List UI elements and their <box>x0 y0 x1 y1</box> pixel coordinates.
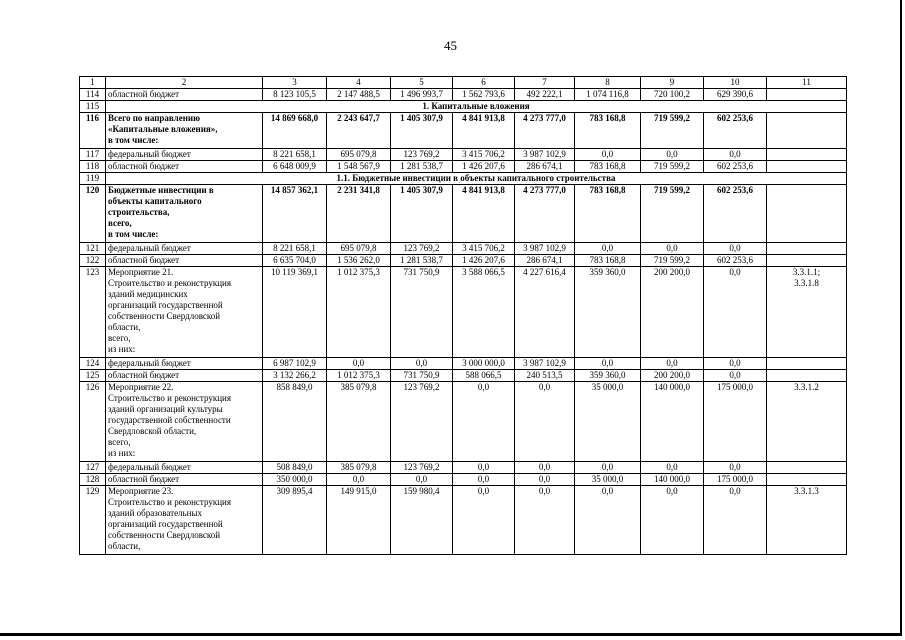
amount-cell: 0,0 <box>575 358 641 370</box>
row-name <box>106 255 263 267</box>
amount-cell: 1 012 375,3 <box>327 267 391 358</box>
amount-cell: 3 415 706,2 <box>453 149 515 161</box>
amount-cell: 10 119 369,1 <box>263 267 327 358</box>
amount-cell: 8 221 658,1 <box>263 243 327 255</box>
row-name-line: Всего по направлению <box>108 113 200 123</box>
amount-cell: 0,0 <box>575 243 641 255</box>
amount-cell: 4 841 913,8 <box>453 113 515 149</box>
amount-cell: 1 548 567,9 <box>327 161 391 173</box>
column-number-header: 5 <box>391 77 453 89</box>
row-name-line: федеральный бюджет <box>108 462 191 472</box>
row-number: 114 <box>80 89 106 101</box>
amount-cell: 0,0 <box>515 462 575 474</box>
row-name-line: областной бюджет <box>108 255 180 265</box>
table-row <box>80 382 847 462</box>
column-number-header: 4 <box>327 77 391 89</box>
amount-cell: 123 769,2 <box>391 243 453 255</box>
amount-cell: 1 405 307,9 <box>391 113 453 149</box>
amount-cell: 200 200,0 <box>641 370 704 382</box>
row-name-line: Мероприятие 21. <box>108 267 174 277</box>
amount-cell: 0,0 <box>453 462 515 474</box>
amount-cell: 350 000,0 <box>263 474 327 486</box>
amount-cell: 2 243 647,7 <box>327 113 391 149</box>
table-row <box>80 161 847 173</box>
row-name <box>106 382 263 462</box>
column-number-header: 7 <box>515 77 575 89</box>
amount-cell: 0,0 <box>575 462 641 474</box>
row-name-line: области, <box>108 322 141 332</box>
row-number: 120 <box>80 185 106 243</box>
row-name <box>106 358 263 370</box>
amount-cell: 1 012 375,3 <box>327 370 391 382</box>
row-name-line: Строительство и реконструкция <box>108 497 231 507</box>
row-name-line: организаций государственной <box>108 300 223 310</box>
amount-cell: 240 513,5 <box>515 370 575 382</box>
amount-cell: 783 168,8 <box>575 161 641 173</box>
row-name-line: всего, <box>108 437 131 447</box>
amount-cell: 0,0 <box>704 243 767 255</box>
amount-cell: 359 360,0 <box>575 370 641 382</box>
amount-cell: 508 849,0 <box>263 462 327 474</box>
amount-cell: 3 987 102,9 <box>515 358 575 370</box>
amount-cell: 602 253,6 <box>704 185 767 243</box>
row-name-line: федеральный бюджет <box>108 243 191 253</box>
row-name-line: Мероприятие 22. <box>108 382 174 392</box>
amount-cell: 1 281 538,7 <box>391 255 453 267</box>
row-name-line: организаций государственной <box>108 519 223 529</box>
amount-cell: 2 147 488,5 <box>327 89 391 101</box>
row-name-line: зданий медицинских <box>108 289 188 299</box>
table-row <box>80 486 847 555</box>
target-code-line: 3.3.1.2 <box>794 382 819 392</box>
table-row <box>80 474 847 486</box>
row-name-line: Строительство и реконструкция <box>108 393 231 403</box>
row-number: 128 <box>80 474 106 486</box>
target-code <box>767 267 847 358</box>
amount-cell: 0,0 <box>641 486 704 555</box>
amount-cell: 1 426 207,6 <box>453 161 515 173</box>
row-name <box>106 462 263 474</box>
row-name <box>106 185 263 243</box>
amount-cell: 3 588 066,5 <box>453 267 515 358</box>
amount-cell: 858 849,0 <box>263 382 327 462</box>
amount-cell: 731 750,9 <box>391 267 453 358</box>
amount-cell: 0,0 <box>641 462 704 474</box>
row-name-line: из них: <box>108 448 136 458</box>
target-code <box>767 462 847 474</box>
row-number: 115 <box>80 101 106 113</box>
amount-cell: 200 200,0 <box>641 267 704 358</box>
target-code <box>767 243 847 255</box>
amount-cell: 0,0 <box>641 149 704 161</box>
amount-cell: 0,0 <box>704 486 767 555</box>
amount-cell: 286 674,1 <box>515 255 575 267</box>
row-number: 125 <box>80 370 106 382</box>
amount-cell: 6 987 102,9 <box>263 358 327 370</box>
amount-cell: 1 074 116,8 <box>575 89 641 101</box>
amount-cell: 0,0 <box>704 267 767 358</box>
row-name <box>106 486 263 555</box>
row-name <box>106 161 263 173</box>
table-row <box>80 267 847 358</box>
amount-cell: 140 000,0 <box>641 474 704 486</box>
amount-cell: 1 496 993,7 <box>391 89 453 101</box>
target-code <box>767 185 847 243</box>
table-row <box>80 255 847 267</box>
table-row <box>80 101 847 113</box>
amount-cell: 731 750,9 <box>391 370 453 382</box>
target-code <box>767 149 847 161</box>
amount-cell: 2 231 341,8 <box>327 185 391 243</box>
table-row <box>80 89 847 101</box>
page-number: 45 <box>444 38 457 53</box>
row-number: 123 <box>80 267 106 358</box>
row-name <box>106 243 263 255</box>
row-name <box>106 149 263 161</box>
amount-cell: 1 536 262,0 <box>327 255 391 267</box>
table-row <box>80 185 847 243</box>
amount-cell: 3 987 102,9 <box>515 243 575 255</box>
row-name-line: всего, <box>108 333 131 343</box>
column-number-header: 11 <box>767 77 847 89</box>
row-name-line: Бюджетные инвестиции в <box>108 185 214 195</box>
row-name-line: областной бюджет <box>108 474 180 484</box>
row-number: 118 <box>80 161 106 173</box>
row-name <box>106 474 263 486</box>
amount-cell: 695 079,8 <box>327 243 391 255</box>
amount-cell: 695 079,8 <box>327 149 391 161</box>
amount-cell: 123 769,2 <box>391 149 453 161</box>
amount-cell: 3 987 102,9 <box>515 149 575 161</box>
amount-cell: 0,0 <box>704 370 767 382</box>
row-name-line: всего, <box>108 218 132 228</box>
row-name-line: областной бюджет <box>108 370 180 380</box>
target-code <box>767 486 847 555</box>
target-code <box>767 382 847 462</box>
amount-cell: 159 980,4 <box>391 486 453 555</box>
amount-cell: 602 253,6 <box>704 113 767 149</box>
row-number: 127 <box>80 462 106 474</box>
target-code <box>767 255 847 267</box>
amount-cell: 123 769,2 <box>391 462 453 474</box>
amount-cell: 0,0 <box>391 358 453 370</box>
amount-cell: 0,0 <box>391 474 453 486</box>
target-code-line: 3.3.1.1; <box>792 267 821 277</box>
row-name-line: собственности Свердловской <box>108 530 221 540</box>
target-code-line: 3.3.1.3 <box>794 486 819 496</box>
amount-cell: 359 360,0 <box>575 267 641 358</box>
row-number: 122 <box>80 255 106 267</box>
row-name-line: объекты капитального <box>108 196 202 206</box>
amount-cell: 123 769,2 <box>391 382 453 462</box>
row-name-line: федеральный бюджет <box>108 149 191 159</box>
column-number-header: 3 <box>263 77 327 89</box>
section-title: 1. Капитальные вложения <box>106 101 847 113</box>
row-name-line: Свердловской области, <box>108 426 197 436</box>
table-row <box>80 113 847 149</box>
target-code <box>767 370 847 382</box>
amount-cell: 3 000 000,0 <box>453 358 515 370</box>
row-name-line: Мероприятие 23. <box>108 486 174 496</box>
amount-cell: 6 635 704,0 <box>263 255 327 267</box>
amount-cell: 0,0 <box>327 474 391 486</box>
table-row <box>80 173 847 185</box>
amount-cell: 720 100,2 <box>641 89 704 101</box>
amount-cell: 385 079,8 <box>327 462 391 474</box>
amount-cell: 783 168,8 <box>575 255 641 267</box>
row-name-line: собственности Свердловской <box>108 311 221 321</box>
amount-cell: 629 390,6 <box>704 89 767 101</box>
row-number: 129 <box>80 486 106 555</box>
amount-cell: 0,0 <box>515 486 575 555</box>
amount-cell: 385 079,8 <box>327 382 391 462</box>
row-name-line: в том числе: <box>108 135 159 145</box>
table-row <box>80 370 847 382</box>
amount-cell: 4 227 616,4 <box>515 267 575 358</box>
row-name-line: в том числе: <box>108 229 159 239</box>
amount-cell: 175 000,0 <box>704 474 767 486</box>
row-name-line: областной бюджет <box>108 161 180 171</box>
amount-cell: 6 648 009,9 <box>263 161 327 173</box>
amount-cell: 719 599,2 <box>641 255 704 267</box>
row-name-line: строительства, <box>108 207 170 217</box>
amount-cell: 4 273 777,0 <box>515 113 575 149</box>
column-number-header: 6 <box>453 77 515 89</box>
amount-cell: 1 562 793,6 <box>453 89 515 101</box>
target-code <box>767 113 847 149</box>
amount-cell: 602 253,6 <box>704 161 767 173</box>
row-number: 116 <box>80 113 106 149</box>
amount-cell: 0,0 <box>641 243 704 255</box>
budget-table <box>79 76 847 555</box>
target-code <box>767 358 847 370</box>
amount-cell: 0,0 <box>453 474 515 486</box>
row-name <box>106 113 263 149</box>
target-code <box>767 89 847 101</box>
amount-cell: 4 841 913,8 <box>453 185 515 243</box>
row-name <box>106 89 263 101</box>
row-name-line: областной бюджет <box>108 89 180 99</box>
column-number-header: 9 <box>641 77 704 89</box>
amount-cell: 0,0 <box>515 474 575 486</box>
amount-cell: 149 915,0 <box>327 486 391 555</box>
amount-cell: 175 000,0 <box>704 382 767 462</box>
amount-cell: 588 066,5 <box>453 370 515 382</box>
amount-cell: 8 123 105,5 <box>263 89 327 101</box>
amount-cell: 14 869 668,0 <box>263 113 327 149</box>
table-header-row <box>80 77 847 89</box>
row-name-line: государственной собственности <box>108 415 231 425</box>
row-number: 117 <box>80 149 106 161</box>
amount-cell: 0,0 <box>327 358 391 370</box>
amount-cell: 140 000,0 <box>641 382 704 462</box>
amount-cell: 3 415 706,2 <box>453 243 515 255</box>
amount-cell: 0,0 <box>575 149 641 161</box>
column-number-header: 2 <box>106 77 263 89</box>
amount-cell: 492 222,1 <box>515 89 575 101</box>
row-name-line: зданий образовательных <box>108 508 203 518</box>
amount-cell: 0,0 <box>704 358 767 370</box>
amount-cell: 8 221 658,1 <box>263 149 327 161</box>
target-code <box>767 161 847 173</box>
row-number: 126 <box>80 382 106 462</box>
amount-cell: 309 895,4 <box>263 486 327 555</box>
amount-cell: 286 674,1 <box>515 161 575 173</box>
column-number-header: 8 <box>575 77 641 89</box>
amount-cell: 1 405 307,9 <box>391 185 453 243</box>
amount-cell: 1 281 538,7 <box>391 161 453 173</box>
column-number-header: 1 <box>80 77 106 89</box>
amount-cell: 3 132 266,2 <box>263 370 327 382</box>
amount-cell: 783 168,8 <box>575 185 641 243</box>
row-name-line: из них: <box>108 344 136 354</box>
amount-cell: 1 426 207,6 <box>453 255 515 267</box>
row-name <box>106 370 263 382</box>
amount-cell: 35 000,0 <box>575 474 641 486</box>
amount-cell: 0,0 <box>641 358 704 370</box>
amount-cell: 0,0 <box>515 382 575 462</box>
amount-cell: 783 168,8 <box>575 113 641 149</box>
amount-cell: 719 599,2 <box>641 185 704 243</box>
section-title: 1.1. Бюджетные инвестиции в объекты капитального строительства <box>106 173 847 185</box>
amount-cell: 719 599,2 <box>641 113 704 149</box>
row-number: 121 <box>80 243 106 255</box>
row-name-line: Строительство и реконструкция <box>108 278 231 288</box>
amount-cell: 602 253,6 <box>704 255 767 267</box>
row-name-line: области, <box>108 541 141 551</box>
amount-cell: 0,0 <box>453 382 515 462</box>
amount-cell: 0,0 <box>453 486 515 555</box>
row-number: 119 <box>80 173 106 185</box>
row-number: 124 <box>80 358 106 370</box>
row-name <box>106 267 263 358</box>
amount-cell: 0,0 <box>575 486 641 555</box>
amount-cell: 719 599,2 <box>641 161 704 173</box>
row-name-line: зданий организаций культуры <box>108 404 223 414</box>
amount-cell: 4 273 777,0 <box>515 185 575 243</box>
table-row <box>80 149 847 161</box>
amount-cell: 14 857 362,1 <box>263 185 327 243</box>
target-code <box>767 474 847 486</box>
row-name-line: «Капитальные вложения», <box>108 124 218 134</box>
column-number-header: 10 <box>704 77 767 89</box>
amount-cell: 0,0 <box>704 149 767 161</box>
amount-cell: 35 000,0 <box>575 382 641 462</box>
row-name-line: федеральный бюджет <box>108 358 191 368</box>
table-row <box>80 243 847 255</box>
target-code-line: 3.3.1.8 <box>794 278 819 288</box>
table-row <box>80 358 847 370</box>
amount-cell: 0,0 <box>704 462 767 474</box>
table-row <box>80 462 847 474</box>
